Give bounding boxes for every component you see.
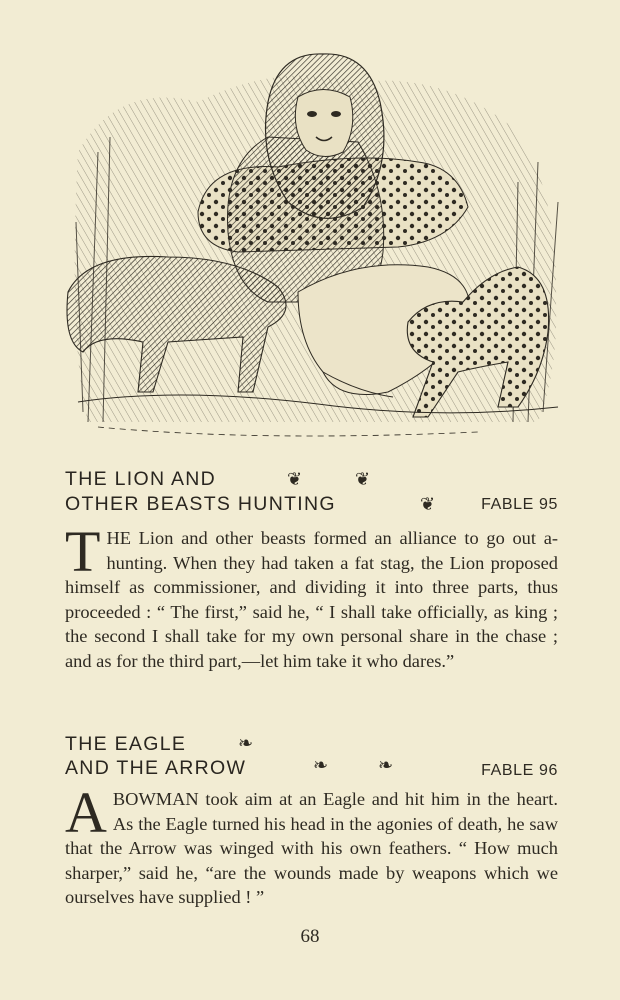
- fable-96-body: BOWMAN took aim at an Eagle and hit him in the heart. As the Eagle turned his head in the agonies of death, he saw that the Arrow was winged with his own feathers. “ How much sharper,” said he, “are the wounds made by weapons which we ourselves have supplied ! ”: [65, 789, 558, 908]
- fleuron-icon: ❦: [420, 494, 436, 514]
- fable-96-text: [65, 780, 558, 910]
- fable-95-body: HE Lion and other beasts formed an alliance to go out a-hunting. When they had taken a fat stag, the Lion proposed himself as commissioner, and dividing it into three parts, thus proceeded : “ The first,” said he, “ I shall take officially, as king ; the second I shall take for my own personal share in the chase ; and as for the third part,—let him take it who dares.”: [65, 528, 558, 671]
- fleuron-icon: ❧: [313, 755, 329, 775]
- fleuron-icon: ❧: [378, 755, 394, 775]
- page-number: 68: [300, 926, 320, 947]
- fable-96-title-line-1: THE EAGLE: [65, 733, 187, 755]
- fable-95-title-line-2: OTHER BEASTS HUNTING: [65, 493, 336, 515]
- drop-cap: T: [65, 519, 101, 584]
- fleuron-icon: ❦: [287, 469, 303, 489]
- fable-96-title-line-2: AND THE ARROW: [65, 757, 247, 779]
- fable-95-number: FABLE 95: [481, 496, 558, 513]
- fleuron-icon: ❦: [355, 469, 371, 489]
- fable-96-number: FABLE 96: [481, 762, 558, 779]
- fleuron-icon: ❧: [238, 733, 254, 753]
- drop-cap: A: [65, 780, 107, 845]
- fable-95-text: [65, 519, 558, 674]
- engraving-lion-and-beasts: [58, 42, 570, 452]
- fable-95-title-line-1: THE LION AND: [65, 468, 217, 490]
